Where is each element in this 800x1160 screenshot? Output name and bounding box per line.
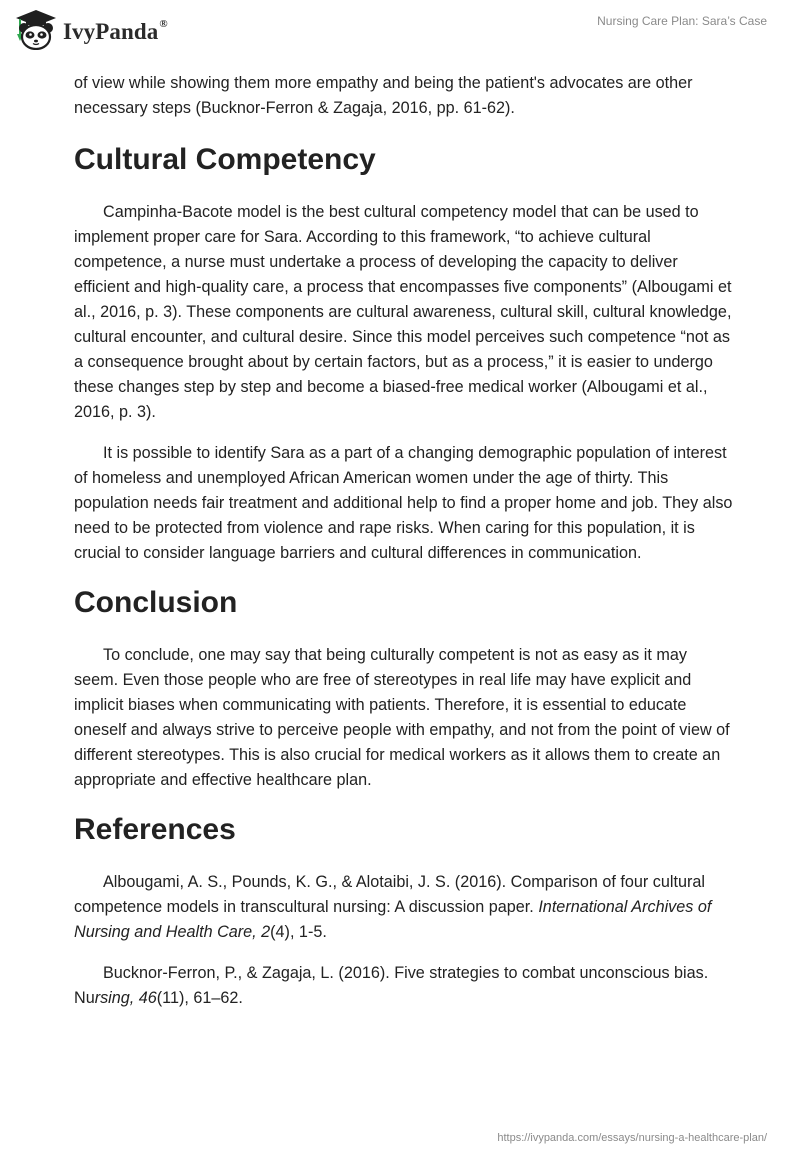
page-header	[0, 0, 800, 66]
heading-cultural-competency: Cultural Competency	[74, 143, 376, 176]
brand-name: IvyPanda®	[63, 18, 168, 44]
essay-content	[74, 71, 734, 1011]
document-title: Nursing Care Plan: Sara’s Case	[597, 14, 767, 28]
conclusion-paragraph: To conclude, one may say that being culturally competent is not as easy as it may seem. Even those people who are free of stereotypes in real life may have explicit and implicit biases when communicating with patients. Therefore, it is essential to educate oneself and always strive to perceive people with empathy, and not from the point of view of different stereotypes. This is also crucial for medical workers as it allows them to create an appropriate and effective healthcare plan.	[74, 646, 730, 789]
cultural-paragraph-2: It is possible to identify Sara as a part of a changing demographic population of interest of homeless and unemployed African American women under the age of thirty. This population needs fair treatment and additional help to find a proper home and job. They also need to be protected from violence and rape risks. When caring for this population, it is crucial to consider language barriers and cultural differences in communication.	[74, 444, 733, 562]
brand-logo[interactable]	[14, 8, 168, 50]
registered-mark: ®	[159, 18, 168, 30]
reference-albougami: Albougami, A. S., Pounds, K. G., & Alotaibi, J. S. (2016). Comparison of four cultural competence models in transcultural nursing: A discussion paper. International Archives of Nursing and Health Care, 2(4), 1-5.	[74, 873, 712, 941]
reference-bucknor-ferron: Bucknor-Ferron, P., & Zagaja, L. (2016). Five strategies to combat unconscious bias. Nursing, 46(11), 61–62.	[74, 964, 709, 1007]
heading-references: References	[74, 813, 236, 846]
reference-journal: International Archives of Nursing and Health Care, 2	[74, 898, 712, 941]
panda-graduate-icon	[14, 8, 58, 50]
intro-paragraph: of view while showing them more empathy and being the patient's advocates are other necessary steps (Bucknor-Ferron & Zagaja, 2016, pp. 61-62).	[74, 74, 693, 117]
reference-journal: rsing, 46	[94, 989, 157, 1007]
source-url[interactable]: https://ivypanda.com/essays/nursing-a-healthcare-plan/	[497, 1132, 767, 1144]
cultural-paragraph-1: Campinha-Bacote model is the best cultural competency model that can be used to implement proper care for Sara. According to this framework, “to achieve cultural competence, a nurse must undertake a process of developing the capacity to deliver efficient and high-quality care, a process that encompasses five components” (Albougami et al., 2016, p. 3). These components are cultural awareness, cultural skill, cultural knowledge, cultural encounter, and cultural desire. Since this model perceives such competence “not as a consequence brought about by certain factors, but as a process,” it is easier to undergo these changes step by step and become a biased-free medical worker (Albougami et al., 2016, p. 3).	[74, 203, 732, 421]
heading-conclusion: Conclusion	[74, 586, 238, 619]
